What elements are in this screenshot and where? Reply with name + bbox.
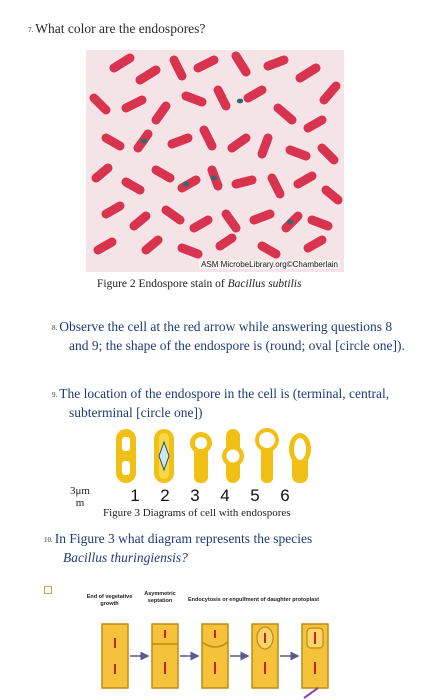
figure-2-species: Bacillus subtilis xyxy=(227,278,302,290)
question-species: Bacillus thuringiensis? xyxy=(63,550,188,565)
pen-mark xyxy=(304,688,318,698)
diagram-number-1: 1 xyxy=(130,486,140,505)
question-text: In Figure 3 what diagram represents the species xyxy=(54,531,313,546)
scale-unit: 3μm xyxy=(70,485,90,497)
cell-diagram-3 xyxy=(190,432,212,483)
cell-diagram-1 xyxy=(116,429,136,483)
diagram-number-3: 3 xyxy=(190,486,200,505)
endospore-micrograph xyxy=(86,50,344,272)
question-10 xyxy=(44,530,414,566)
scale-unit-wrap: m xyxy=(75,497,85,509)
cell-diagrams xyxy=(110,425,330,487)
diagram-numbers xyxy=(120,486,300,506)
stage-cell-1 xyxy=(102,624,128,688)
stage-label-septation: Asymmetric septation xyxy=(144,591,176,604)
diagram-number-4: 4 xyxy=(220,486,230,505)
question-7 xyxy=(28,20,205,39)
question-text: The location of the endospore in the cell is (terminal, central, subterminal [circle one]) xyxy=(59,386,390,420)
stage-label-engulfment: Endocytosis or engulfment of daughter protoplast xyxy=(188,597,320,603)
stage-cell-2 xyxy=(152,624,178,688)
cell-diagram-5 xyxy=(255,428,279,483)
sporulation-diagram xyxy=(92,618,352,700)
diagram-number-6: 6 xyxy=(280,486,290,505)
image-credit: ASM MicrobeLibrary.org©Chamberlain xyxy=(201,260,338,269)
question-number: 9. xyxy=(52,391,58,399)
question-9 xyxy=(52,385,412,421)
figure-2-caption-prefix: Figure 2 Endospore stain of xyxy=(97,278,228,290)
stage-label-vegetative: End of vegetative growth xyxy=(86,594,133,607)
question-8 xyxy=(52,318,412,354)
answer-checkbox[interactable] xyxy=(44,586,52,594)
question-number: 7. xyxy=(28,26,34,34)
micrograph-image xyxy=(86,50,344,272)
stage-cell-3 xyxy=(202,624,228,688)
question-number: 10. xyxy=(44,536,53,544)
question-text: What color are the endospores? xyxy=(35,21,206,36)
stage-cell-5 xyxy=(302,624,328,688)
figure-3-caption: Figure 3 Diagrams of cell with endospores xyxy=(103,507,291,519)
scale-label xyxy=(70,485,90,509)
diagram-number-2: 2 xyxy=(160,486,170,505)
question-text: Observe the cell at the red arrow while answering questions 8 and 9; the shape of the endospore is (round; oval [circle one]). xyxy=(59,319,405,353)
cell-diagram-4 xyxy=(222,429,244,483)
diagram-number-5: 5 xyxy=(250,486,260,505)
question-number: 8. xyxy=(52,324,58,332)
stage-cell-4 xyxy=(252,624,278,688)
figure-2-caption xyxy=(97,278,301,290)
cell-diagram-2 xyxy=(154,429,174,483)
cell-diagram-6 xyxy=(289,433,311,483)
